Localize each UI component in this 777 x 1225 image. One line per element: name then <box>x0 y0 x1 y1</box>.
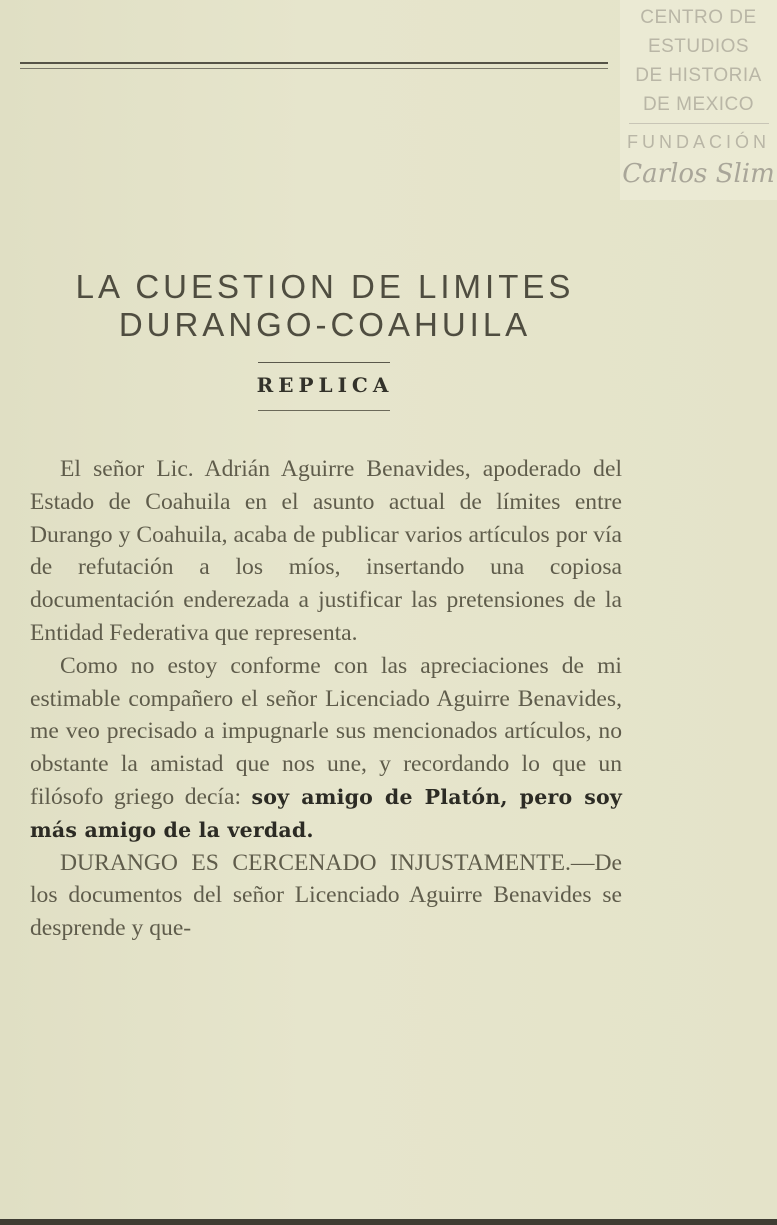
stamp-line: DE MEXICO <box>642 94 755 115</box>
top-rule <box>20 62 608 64</box>
title-divider <box>258 362 390 363</box>
title-line-2: DURANGO-COAHUILA <box>118 306 532 343</box>
paragraph-3: DURANGO ES CERCENADO INJUSTAMENTE.—De los documentos del señor Licenciado Aguirre Benavides se desprende y que- <box>30 849 622 942</box>
paragraph-2 <box>30 650 622 847</box>
stamp-foundation: FUNDACIÓN <box>627 132 770 152</box>
bottom-edge <box>0 1219 777 1225</box>
stamp-divider <box>629 123 769 124</box>
stamp-line: ESTUDIOS <box>647 36 750 57</box>
stamp-signature: Carlos Slim <box>622 159 775 189</box>
paragraph-2-text: Como no estoy conforme con las apreciaciones de mi estimable compañero el señor Licenciado Aguirre Benavides, me veo precisado a impugnarle sus mencionados artículos, no obstante la amistad que nos une, y recordando lo que un filósofo griego decía: <box>30 652 622 810</box>
stamp-line: CENTRO DE <box>640 7 757 28</box>
title-line-1: LA CUESTION DE LIMITES <box>75 268 575 305</box>
paragraph-2-bold: soy amigo de Platón, pero soy más amigo de la verdad. <box>30 784 622 842</box>
body-text <box>30 453 622 945</box>
stamp-line: DE HISTORIA <box>635 65 762 86</box>
top-rule-thin <box>20 68 608 69</box>
paragraph-1: El señor Lic. Adrián Aguirre Benavides, apoderado del Estado de Coahuila en el asunto actual de límites entre Durango y Coahuila, acaba de publicar varios artículos por vía de refutación a los míos, insertando una copiosa documentación enderezada a justificar las pretensiones de la Entidad Federativa que representa. <box>30 456 622 646</box>
subtitle-divider <box>258 410 390 411</box>
subtitle: REPLICA <box>256 373 394 397</box>
archive-stamp <box>620 0 777 200</box>
